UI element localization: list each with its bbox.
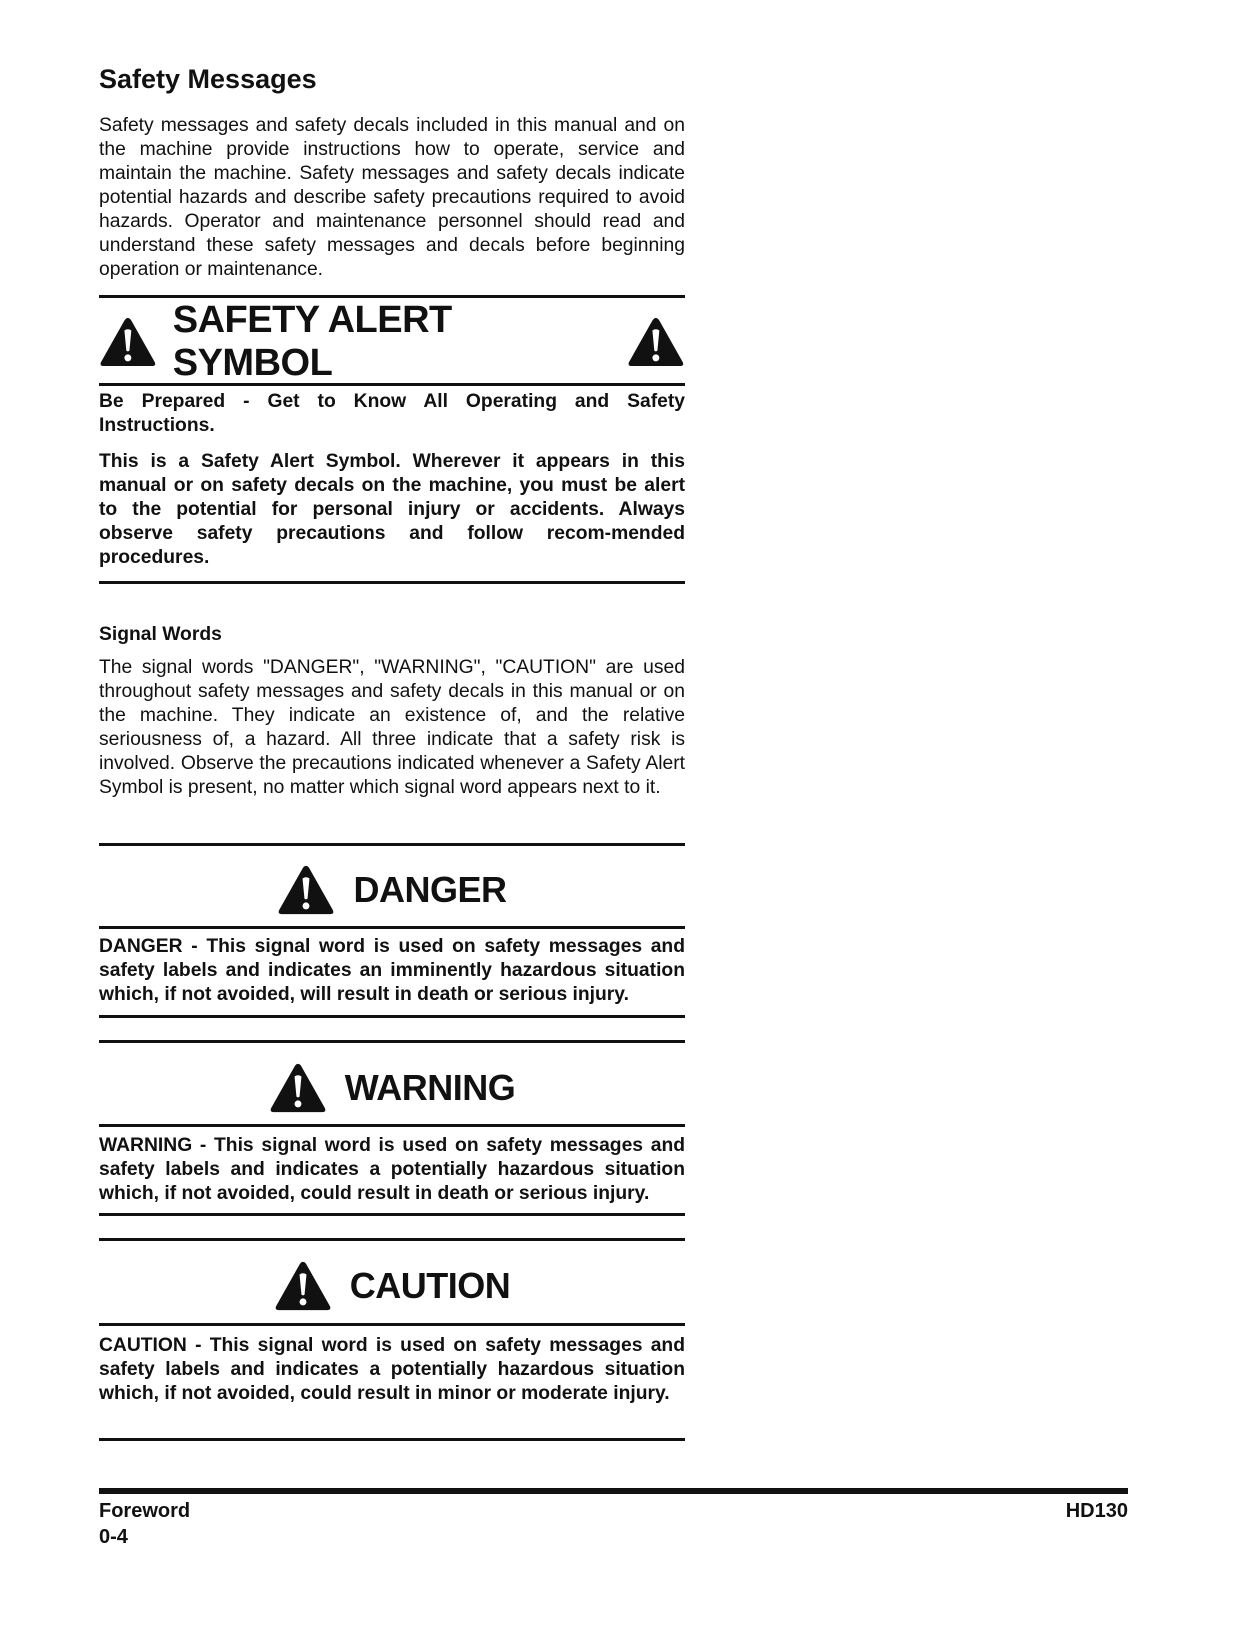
footer-left xyxy=(99,1498,190,1550)
intro-paragraph: Safety messages and safety decals included in this manual and on the machine provide instructions how to operate, service and maintain the machine. Safety messages and safety decals indicate potential hazards and describe safety precautions required to avoid hazards. Operator and maintenance personnel should read and understand these safety messages and decals before beginning operation or maintenance. xyxy=(99,115,685,280)
divider xyxy=(99,1040,685,1043)
safety-alert-lead: Be Prepared - Get to Know All Operating and Safety Instructions. xyxy=(99,391,685,436)
divider xyxy=(99,1124,685,1127)
caution-section xyxy=(99,1334,685,1406)
divider xyxy=(99,1438,685,1441)
page-title: Safety Messages xyxy=(99,64,317,94)
warning-body: WARNING - This signal word is used on safety messages and safety labels and indicates a potentially hazardous situation which, if not avoided, could result in death or serious injury. xyxy=(99,1135,685,1204)
safety-alert-text xyxy=(99,390,685,570)
warning-section xyxy=(99,1134,685,1206)
safety-alert-banner xyxy=(99,299,685,384)
signal-words-section xyxy=(99,656,685,800)
caution-banner xyxy=(99,1258,685,1314)
warning-triangle-icon xyxy=(99,316,157,368)
divider xyxy=(99,1213,685,1216)
signal-words-paragraph: The signal words "DANGER", "WARNING", "CAUTION" are used throughout safety messages and safety decals in this manual or on the machine. They indicate an existence of, and the relative seriousness of, a hazard. All three indicate that a safety risk is involved. Observe the precautions indicated whenever a Safety Alert Symbol is present, no matter which signal word appears next to it. xyxy=(99,657,685,798)
warning-triangle-icon xyxy=(274,1260,332,1312)
footer-section: Foreword xyxy=(99,1500,191,1522)
footer-page-number: 0-4 xyxy=(99,1526,128,1548)
warning-title: WARNING xyxy=(344,1067,516,1108)
danger-banner xyxy=(99,862,685,918)
safety-alert-body: This is a Safety Alert Symbol. Wherever it appears in this manual or on safety decals on the machine, you must be alert to the potential for personal injury or accidents. Always observe safety precautions and follow recom-mended procedures. xyxy=(99,451,685,568)
divider xyxy=(99,295,685,298)
safety-alert-title: SAFETY ALERT SYMBOL xyxy=(172,299,452,384)
divider xyxy=(99,383,685,386)
divider xyxy=(99,581,685,584)
footer-model: HD130 xyxy=(1065,1500,1128,1522)
warning-banner xyxy=(99,1060,685,1116)
divider xyxy=(99,1015,685,1018)
danger-body: DANGER - This signal word is used on safety messages and safety labels and indicates an imminently hazardous situation which, if not avoided, will result in death or serious injury. xyxy=(99,936,685,1005)
danger-section xyxy=(99,935,685,1007)
warning-triangle-icon xyxy=(269,1062,327,1114)
warning-triangle-icon xyxy=(277,864,335,916)
divider xyxy=(99,926,685,929)
footer-rule xyxy=(99,1488,1128,1494)
divider xyxy=(99,1323,685,1326)
intro-section xyxy=(99,114,685,282)
caution-body: CAUTION - This signal word is used on safety messages and safety labels and indicates a potentially hazardous situation which, if not avoided, could result in minor or moderate injury. xyxy=(99,1335,685,1404)
divider xyxy=(99,843,685,846)
caution-title: CAUTION xyxy=(349,1265,511,1306)
warning-triangle-icon xyxy=(627,316,685,368)
signal-words-heading: Signal Words xyxy=(99,624,222,645)
divider xyxy=(99,1238,685,1241)
danger-title: DANGER xyxy=(353,869,507,910)
